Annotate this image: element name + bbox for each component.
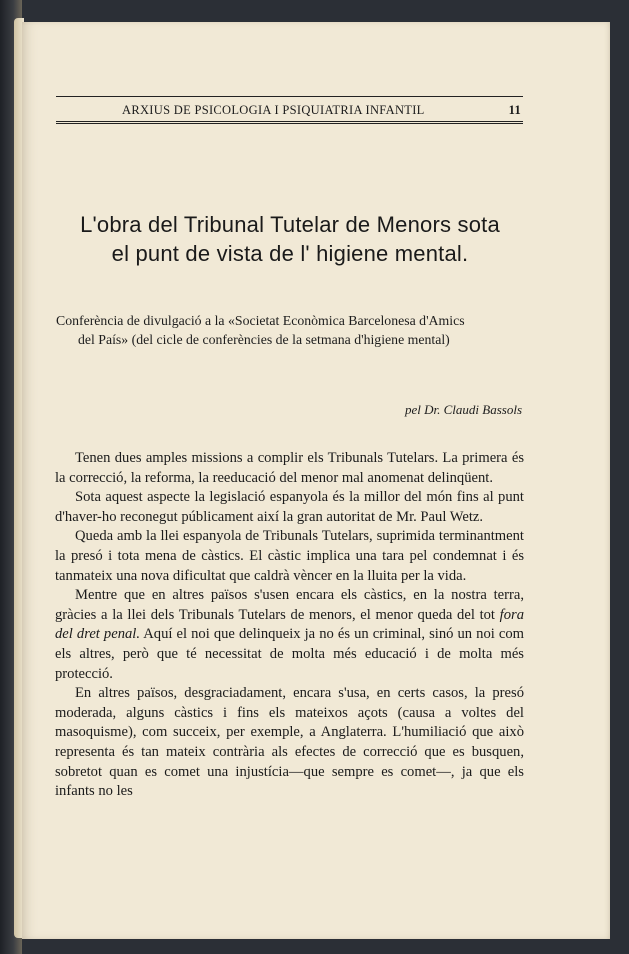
paragraph-4-italic: fora del dret penal. [55,606,524,643]
header-top-rule [56,96,523,97]
subtitle-line-2: del País» (del cicle de conferències de la setmana d'higiene mental) [78,332,450,347]
running-header [56,96,523,124]
subtitle-line-1: Conferència de divulgació a la «Societat Econòmica Barcelonesa d'Amics [56,313,465,328]
header-row [56,100,523,120]
author-byline: pel Dr. Claudi Bassols [404,402,522,417]
article-title [40,210,540,268]
journal-title: ARXIUS DE PSICOLOGIA I PSIQUIATRIA INFANTIL [122,103,425,117]
page-number: 11 [508,103,521,117]
title-line-2: el punt de vista de l' higiene mental. [111,241,469,266]
article-body [55,449,524,802]
article-subtitle [56,311,526,349]
paragraph-1: Tenen dues amples missions a complir els Tribunals Tutelars. La primera és la correcció, la reforma, la reeducació del menor mal anomenat delinqüent. [55,450,524,486]
header-bottom-rule [56,121,523,124]
paragraph-4-part-b: Aquí el noi que delinqueix ja no és un criminal, sinó un noi com els altres, però que té necessitat de molta més educació i de molta més protecció. [55,626,524,682]
paragraph-4 [55,586,524,684]
title-line-1: L'obra del Tribunal Tutelar de Menors sota [80,212,500,237]
paragraph-5: En altres països, desgraciadament, encara s'usa, en certs casos, la presó moderada, alguns càstics i fins els mateixos açots (causa a voltes del masoquisme), com succeix, per exemple, a Anglaterra. L'humiliació que això representa és tan mateix contrària als efectes de correcció que es busquen, sobretot quan es comet una injustícia—que sempre es comet—, ja que els infants no les [55,685,524,800]
paragraph-4-part-a: Mentre que en altres països s'usen encara els càstics, en la nostra terra, gràcies a la llei dels Tribunals Tutelars de menors, el menor queda del tot [55,587,524,623]
paragraph-3: Queda amb la llei espanyola de Tribunals Tutelars, suprimida terminantment la presó i tota mena de càstics. El càstic implica una tara pel condemnat i és tanmateix una nova dificultat que caldrà vèncer en la lluita per la vida. [55,528,524,584]
paragraph-2: Sota aquest aspecte la legislació espanyola és la millor del món fins al punt d'haver-ho reconegut públicament així la gran autoritat de Mr. Paul Wetz. [55,489,524,525]
